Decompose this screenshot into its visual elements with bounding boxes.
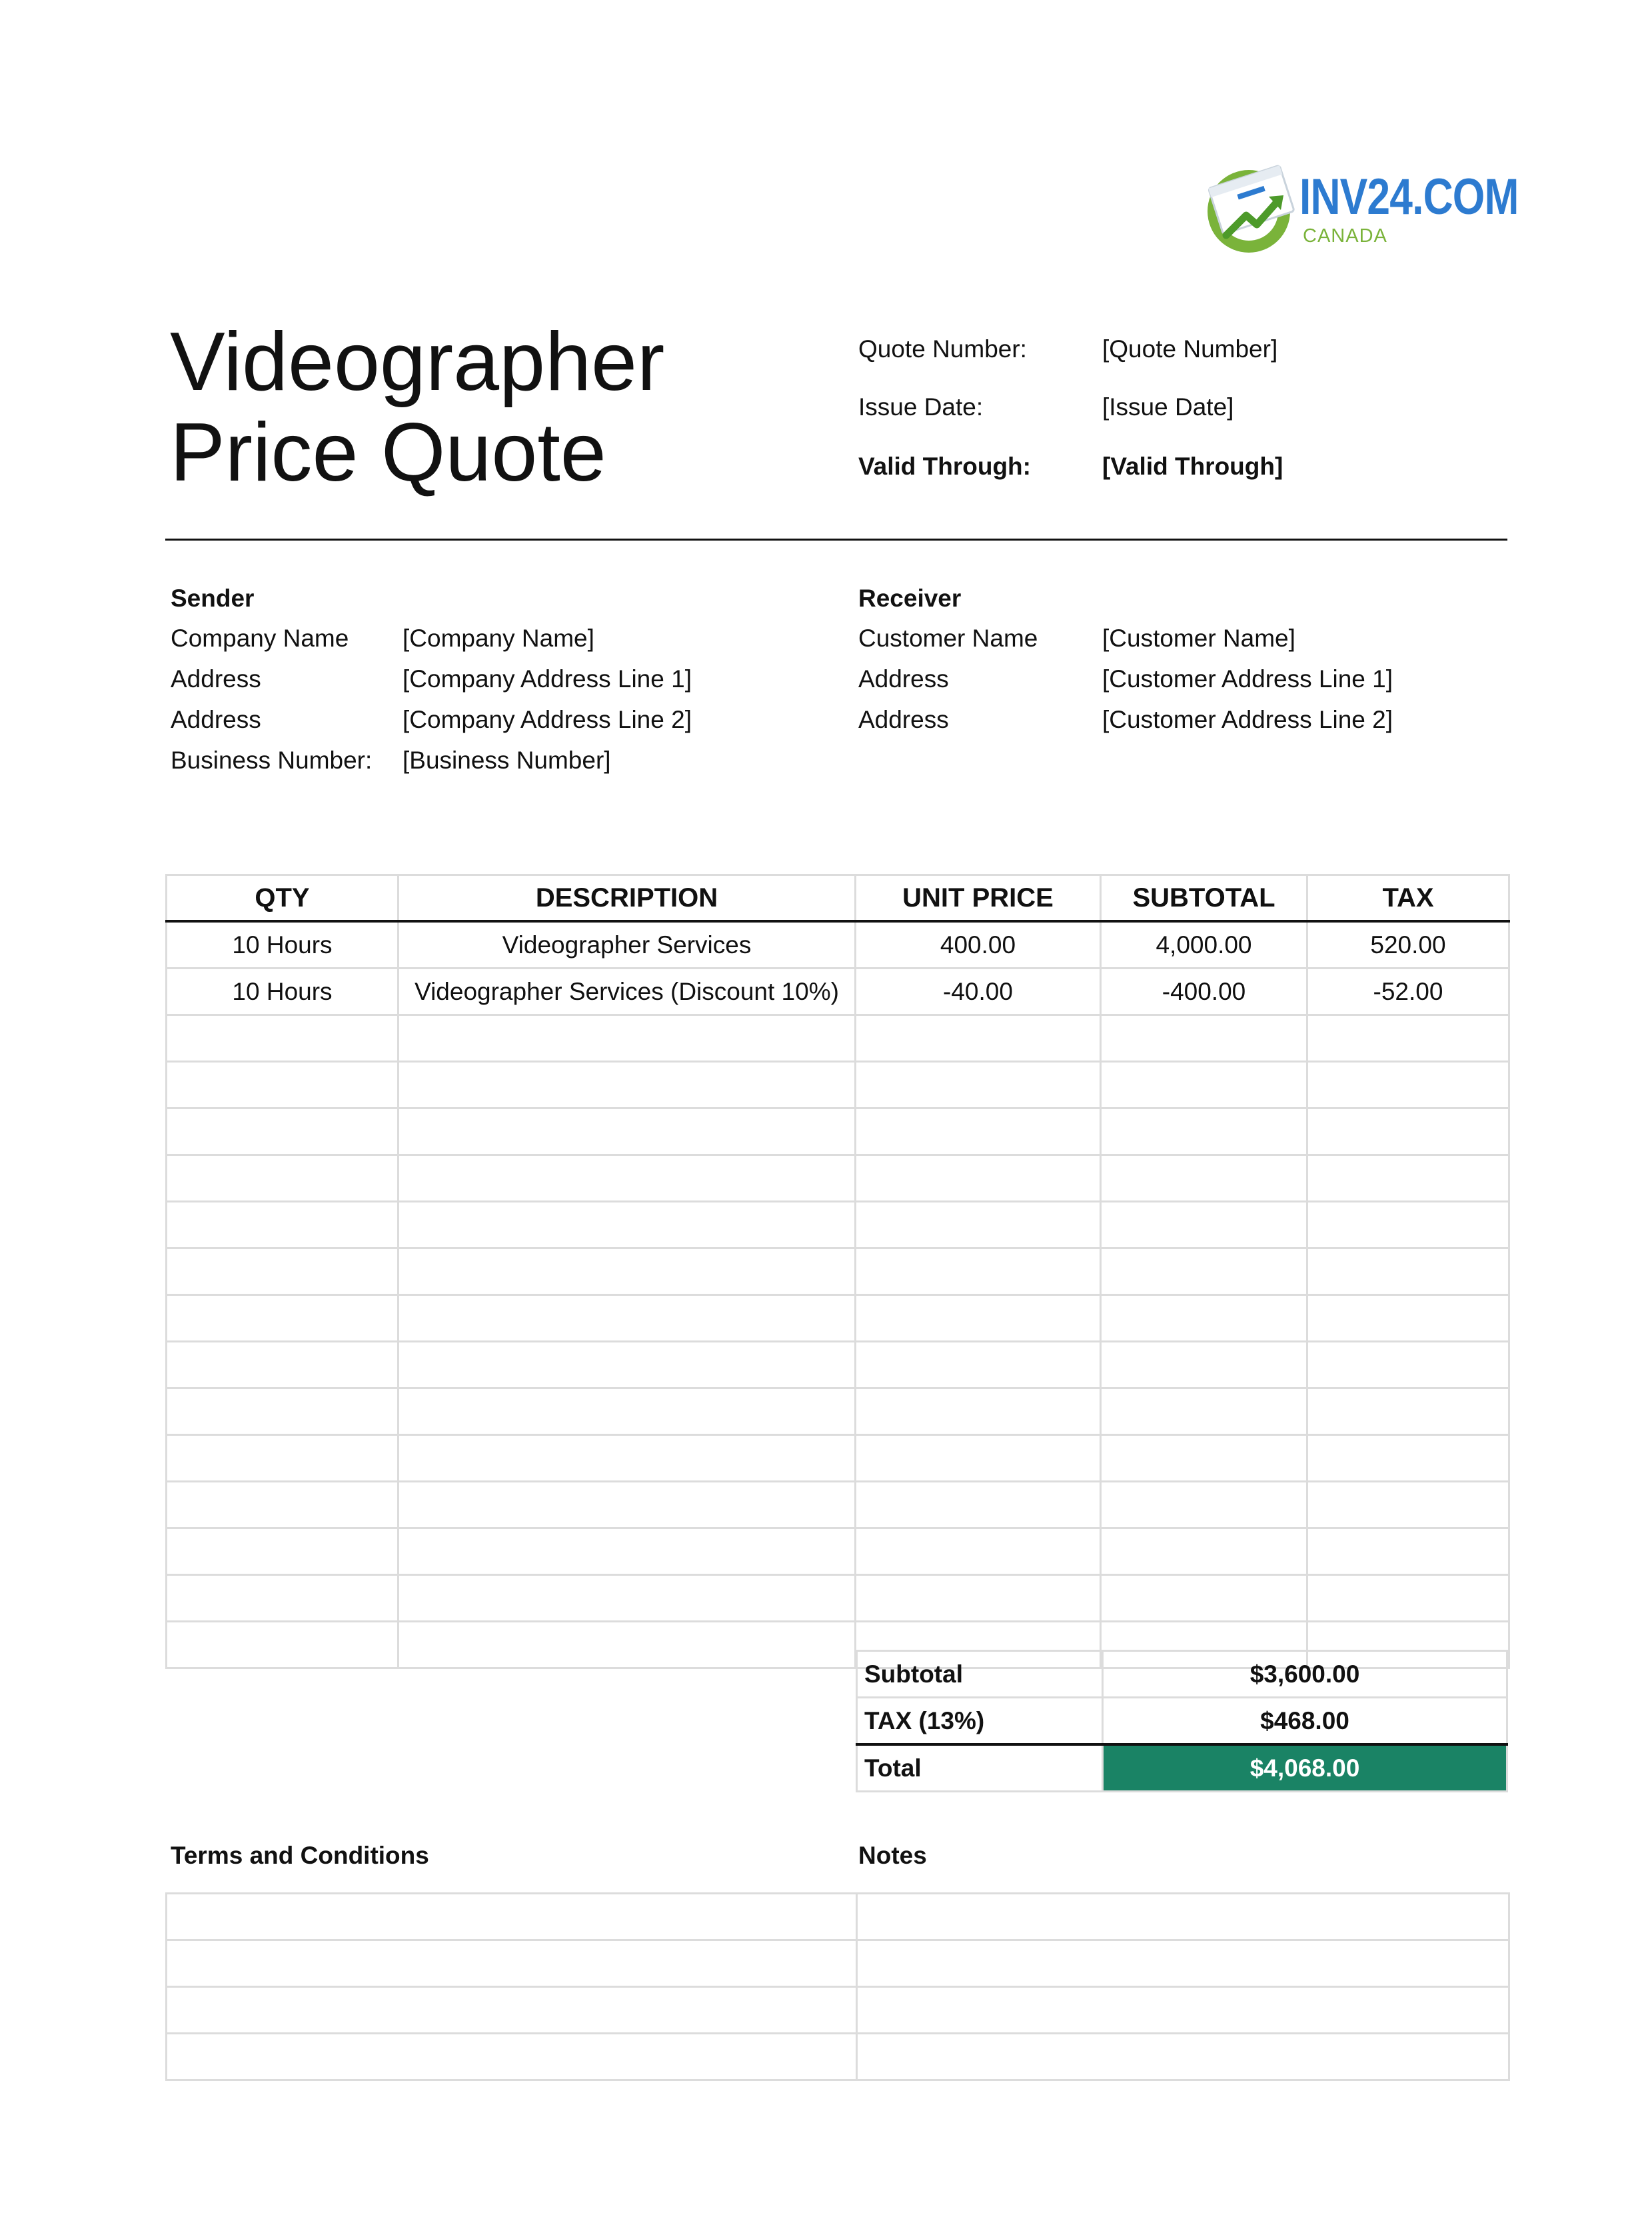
cell-unit-price: 400.00: [856, 921, 1101, 969]
header-qty: QTY: [167, 875, 399, 922]
empty-cell: [1101, 1575, 1307, 1622]
empty-cell: [399, 1482, 856, 1528]
sender-address2-label: Address: [171, 706, 261, 733]
empty-cell: [167, 1388, 399, 1435]
table-row-empty: [167, 1062, 1509, 1108]
notes-cell[interactable]: [857, 1940, 1509, 1987]
notes-heading: Notes: [858, 1842, 927, 1869]
empty-cell: [856, 1528, 1101, 1575]
subtotal-label: Subtotal: [857, 1651, 1103, 1698]
terms-cell[interactable]: [167, 1894, 857, 1940]
empty-cell: [1307, 1295, 1509, 1342]
empty-cell: [1307, 1015, 1509, 1062]
empty-cell: [1101, 1202, 1307, 1248]
valid-through-value: [Valid Through]: [1102, 453, 1283, 480]
title-line-2: Price Quote: [170, 407, 606, 499]
empty-cell: [399, 1015, 856, 1062]
sender-heading: Sender: [171, 585, 255, 612]
empty-cell: [856, 1482, 1101, 1528]
table-row-empty: [167, 1108, 1509, 1155]
cell-unit-price: -40.00: [856, 969, 1101, 1015]
table-header-row: [167, 875, 1509, 922]
logo-brand-text: INV24.COM: [1299, 169, 1519, 225]
terms-heading: Terms and Conditions: [171, 1842, 429, 1869]
receiver-customer-label: Customer Name: [858, 625, 1038, 652]
empty-cell: [856, 1435, 1101, 1482]
page-title: [170, 317, 664, 498]
terms-notes-row: [167, 1894, 1509, 1940]
empty-cell: [856, 1575, 1101, 1622]
terms-notes-row: [167, 1940, 1509, 1987]
line-items-table: [165, 874, 1510, 1669]
table-row-empty: [167, 1482, 1509, 1528]
cell-tax: 520.00: [1307, 921, 1509, 969]
sender-address1-label: Address: [171, 665, 261, 693]
header-divider: [165, 539, 1507, 541]
empty-cell: [856, 1015, 1101, 1062]
tax-row: [857, 1698, 1507, 1745]
table-row: [167, 921, 1509, 969]
terms-cell[interactable]: [167, 1987, 857, 2034]
total-value: $4,068.00: [1103, 1744, 1507, 1792]
empty-cell: [1101, 1108, 1307, 1155]
total-row: [857, 1744, 1507, 1792]
receiver-customer-value: [Customer Name]: [1102, 625, 1295, 652]
header-tax: TAX: [1307, 875, 1509, 922]
sender-company-value: [Company Name]: [403, 625, 594, 652]
logo-sub-text: CANADA: [1303, 225, 1387, 247]
empty-cell: [399, 1202, 856, 1248]
title-line-1: Videographer: [170, 316, 665, 408]
total-label: Total: [857, 1744, 1103, 1792]
empty-cell: [856, 1295, 1101, 1342]
empty-cell: [167, 1575, 399, 1622]
empty-cell: [399, 1342, 856, 1388]
empty-cell: [399, 1435, 856, 1482]
terms-cell[interactable]: [167, 2034, 857, 2080]
empty-cell: [167, 1248, 399, 1295]
sender-business-number-label: Business Number:: [171, 747, 373, 774]
cell-subtotal: 4,000.00: [1101, 921, 1307, 969]
issue-date-label: Issue Date:: [858, 393, 984, 421]
quote-number-label: Quote Number:: [858, 335, 1027, 363]
empty-cell: [1101, 1528, 1307, 1575]
receiver-address2-label: Address: [858, 706, 949, 733]
header-subtotal: SUBTOTAL: [1101, 875, 1307, 922]
empty-cell: [167, 1015, 399, 1062]
empty-cell: [167, 1062, 399, 1108]
empty-cell: [1101, 1435, 1307, 1482]
empty-cell: [167, 1482, 399, 1528]
sender-address1-value: [Company Address Line 1]: [403, 665, 692, 693]
receiver-address1-value: [Customer Address Line 1]: [1102, 665, 1393, 693]
header-unit-price: UNIT PRICE: [856, 875, 1101, 922]
notes-cell[interactable]: [857, 1894, 1509, 1940]
empty-cell: [1307, 1388, 1509, 1435]
empty-cell: [1101, 1295, 1307, 1342]
empty-cell: [856, 1062, 1101, 1108]
empty-cell: [1307, 1575, 1509, 1622]
empty-cell: [399, 1388, 856, 1435]
empty-cell: [1101, 1482, 1307, 1528]
empty-cell: [856, 1202, 1101, 1248]
empty-cell: [399, 1248, 856, 1295]
empty-cell: [1101, 1342, 1307, 1388]
table-row-empty: [167, 1575, 1509, 1622]
empty-cell: [856, 1248, 1101, 1295]
tax-value: $468.00: [1103, 1698, 1507, 1745]
empty-cell: [856, 1155, 1101, 1202]
sender-business-number-value: [Business Number]: [403, 747, 611, 774]
notes-cell[interactable]: [857, 1987, 1509, 2034]
empty-cell: [167, 1622, 399, 1668]
table-row: [167, 969, 1509, 1015]
terms-cell[interactable]: [167, 1940, 857, 1987]
table-row-empty: [167, 1202, 1509, 1248]
cell-description: Videographer Services (Discount 10%): [399, 969, 856, 1015]
tax-label: TAX (13%): [857, 1698, 1103, 1745]
table-row-empty: [167, 1388, 1509, 1435]
empty-cell: [856, 1388, 1101, 1435]
cell-qty: 10 Hours: [167, 969, 399, 1015]
empty-cell: [1307, 1342, 1509, 1388]
totals-table: [856, 1650, 1508, 1792]
empty-cell: [1307, 1435, 1509, 1482]
empty-cell: [399, 1155, 856, 1202]
receiver-heading: Receiver: [858, 585, 962, 612]
terms-notes-grid: [165, 1892, 1510, 2081]
empty-cell: [856, 1108, 1101, 1155]
valid-through-label: Valid Through:: [858, 453, 1031, 480]
issue-date-value: [Issue Date]: [1102, 393, 1234, 421]
empty-cell: [1307, 1528, 1509, 1575]
empty-cell: [399, 1062, 856, 1108]
empty-cell: [167, 1108, 399, 1155]
empty-cell: [1101, 1248, 1307, 1295]
empty-cell: [1101, 1015, 1307, 1062]
empty-cell: [167, 1295, 399, 1342]
empty-cell: [399, 1622, 856, 1668]
empty-cell: [1307, 1248, 1509, 1295]
empty-cell: [1307, 1062, 1509, 1108]
empty-cell: [1101, 1388, 1307, 1435]
cell-description: Videographer Services: [399, 921, 856, 969]
empty-cell: [1307, 1108, 1509, 1155]
empty-cell: [399, 1295, 856, 1342]
empty-cell: [167, 1435, 399, 1482]
cell-qty: 10 Hours: [167, 921, 399, 969]
sender-company-label: Company Name: [171, 625, 349, 652]
cell-tax: -52.00: [1307, 969, 1509, 1015]
empty-cell: [1307, 1482, 1509, 1528]
empty-cell: [167, 1155, 399, 1202]
notes-cell[interactable]: [857, 2034, 1509, 2080]
empty-cell: [856, 1342, 1101, 1388]
table-row-empty: [167, 1435, 1509, 1482]
empty-cell: [1307, 1155, 1509, 1202]
empty-cell: [1101, 1062, 1307, 1108]
quote-number-value: [Quote Number]: [1102, 335, 1278, 363]
table-row-empty: [167, 1155, 1509, 1202]
empty-cell: [167, 1202, 399, 1248]
table-row-empty: [167, 1342, 1509, 1388]
receiver-address2-value: [Customer Address Line 2]: [1102, 706, 1393, 733]
empty-cell: [167, 1528, 399, 1575]
table-row-empty: [167, 1528, 1509, 1575]
empty-cell: [399, 1528, 856, 1575]
table-row-empty: [167, 1015, 1509, 1062]
subtotal-row: [857, 1651, 1507, 1698]
empty-cell: [167, 1342, 399, 1388]
table-row-empty: [167, 1295, 1509, 1342]
sender-address2-value: [Company Address Line 2]: [403, 706, 692, 733]
subtotal-value: $3,600.00: [1103, 1651, 1507, 1698]
header-description: DESCRIPTION: [399, 875, 856, 922]
empty-cell: [1101, 1155, 1307, 1202]
terms-notes-row: [167, 2034, 1509, 2080]
empty-cell: [1307, 1202, 1509, 1248]
receiver-address1-label: Address: [858, 665, 949, 693]
terms-notes-row: [167, 1987, 1509, 2034]
table-row-empty: [167, 1248, 1509, 1295]
cell-subtotal: -400.00: [1101, 969, 1307, 1015]
empty-cell: [399, 1108, 856, 1155]
empty-cell: [399, 1575, 856, 1622]
